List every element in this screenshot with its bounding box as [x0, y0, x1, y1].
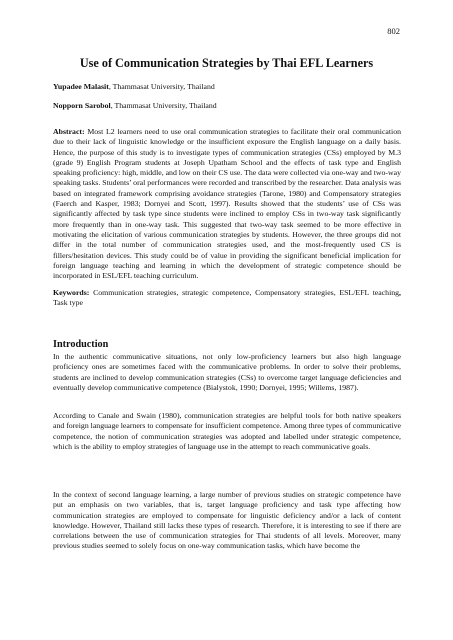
- keywords-last: Task type: [53, 298, 83, 308]
- author-name-1: Yupadee Malasit: [53, 82, 109, 91]
- keywords-list: Communication strategies, strategic competence, Compensatory strategies, ESL/EFL teaching: [89, 288, 400, 297]
- author-affiliation-2: , Thammasat University, Thailand: [110, 101, 217, 110]
- abstract: [53, 127, 401, 281]
- paper-title: Use of Communication Strategies by Thai EFL Learners: [79, 56, 374, 70]
- keywords-label: Keywords:: [53, 288, 90, 297]
- abstract-label: Abstract:: [53, 127, 85, 136]
- abstract-text: Most L2 learners need to use oral communication strategies to facilitate their oral communication due to their lack of linguistic knowledge or the insufficient exposure the English language on a daily basis. Hence, the purpose of this study is to investigate types of communication strategies (CSs) employed by M.3 (grade 9) English Program students at Joseph Upatham School and the effects of task type and English speaking proficiency: high, middle, and low on their CS use. The data were collected via one-way and two-way speaking tasks. Students’ oral performances were recorded and transcribed by the researcher. Data analysis was based on integrated framework comprising avoidance strategies (Tarone, 1980) and Compensatory strategies (Faerch and Kasper, 1983; Dornyei and Scott, 1997). Results showed that the students’ use of CSs was significantly affected by task type since students were inclined to employ CSs in two-way task significantly more frequently than in one-way task. This suggested that two-way task seemed to be more effective in motivating the elicitation of various communication strategies by students. However, the three groups did not differ in the total number of communication strategies used, and the most-frequently used CS is fillers/hesitation devices. This study could be of value in providing the significant beneficial implication for foreign language teaching and learning in which the development of strategic competence should be incorporated in ESL/EFL teaching curriculum.: [53, 127, 402, 281]
- intro-paragraph-3: In the context of second language learning, a large number of previous studies on strategic competence have put an emphasis on two variables, that is, target language proficiency and task type affecting how communication strategies are employed to compensate for linguistic deficiency and/or a lack of content knowledge. However, Thailand still lacks these types of research. Therefore, it is interesting to see if there are correlations between the use of communication strategies for Thai students of all levels. Moreover, many previous studies seemed to solely focus on one-way communication tasks, which have become the: [53, 490, 401, 551]
- intro-paragraph-2: According to Canale and Swain (1980), communication strategies are helpful tools for both native speakers and foreign language learners to compensate for insufficient competence. Among three types of communicative competence, the notion of communication strategies was adopted and labelled under strategic competence, which is the ability to employ strategies of language use in the attempt to reach communicative goals.: [53, 411, 401, 451]
- author-line-1: [53, 82, 215, 91]
- keywords-comma: ,: [399, 288, 401, 297]
- author-line-2: [53, 101, 217, 110]
- section-heading-introduction: Introduction: [53, 339, 109, 350]
- author-name-2: Nopporn Sarobol: [53, 101, 111, 110]
- author-affiliation-1: , Thammasat University, Thailand: [108, 82, 215, 91]
- intro-paragraph-1: In the authentic communicative situations, not only low-proficiency learners but also high language proficiency ones are sometimes faced with the communicative problems. In order to solve their problems, students are inclined to develop communication strategies (CSs) to overcome target language deficiencies and eventually develop communicative competence (Bialystok, 1990; Dornyei, 1995; Willems, 1987).: [53, 352, 401, 392]
- keywords: [53, 288, 401, 309]
- page-number: 802: [387, 26, 400, 36]
